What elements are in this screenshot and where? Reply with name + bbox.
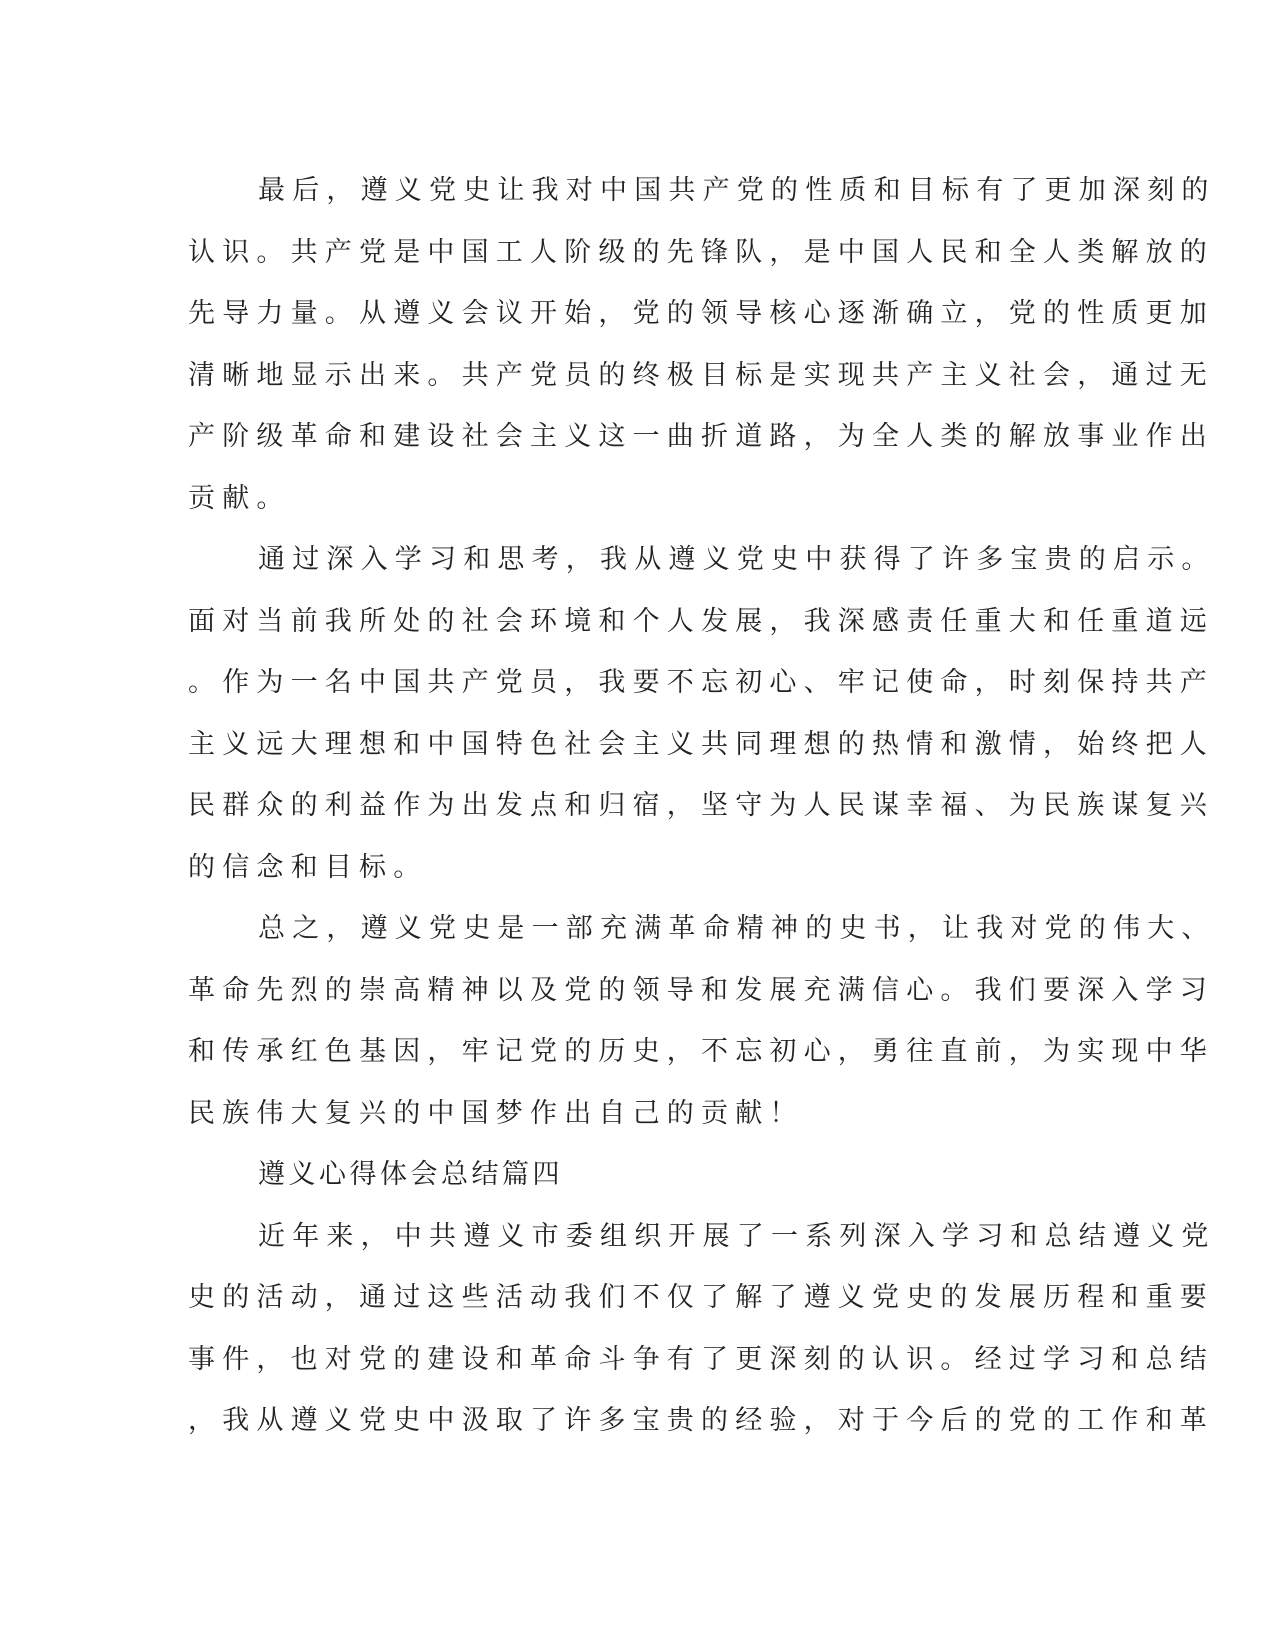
- paragraph: [188, 529, 1216, 898]
- text-line: ，我从遵义党史中汲取了许多宝贵的经验，对于今后的党的工作和革: [188, 1405, 1214, 1436]
- text-line: 革命先烈的崇高精神以及党的领导和发展充满信心。我们要深入学习: [188, 974, 1214, 1006]
- text-line: 史的活动，通过这些活动我们不仅了解了遵义党史的发展历程和重要: [188, 1282, 1214, 1313]
- text-line: 通过深入学习和思考，我从遵义党史中获得了许多宝贵的启示。: [258, 544, 1216, 575]
- document-body: [188, 160, 1216, 1452]
- paragraph: [188, 898, 1216, 1144]
- section-heading-text: 遵义心得体会总结篇四: [258, 1159, 563, 1190]
- text-line: 贡献。: [188, 482, 291, 514]
- text-line: 事件，也对党的建设和革命斗争有了更深刻的认识。经过学习和总结: [188, 1343, 1214, 1375]
- text-line: 认识。共产党是中国工人阶级的先锋队，是中国人民和全人类解放的: [188, 236, 1214, 268]
- text-line: 民群众的利益作为出发点和归宿，坚守为人民谋幸福、为民族谋复兴: [188, 790, 1214, 821]
- text-line: 产阶级革命和建设社会主义这一曲折道路，为全人类的解放事业作出: [188, 421, 1214, 452]
- text-line: 先导力量。从遵义会议开始，党的领导核心逐渐确立，党的性质更加: [188, 298, 1214, 329]
- text-line: 最后，遵义党史让我对中国共产党的性质和目标有了更加深刻的: [258, 175, 1216, 206]
- section-heading: [188, 1144, 1088, 1206]
- text-line: 总之，遵义党史是一部充满革命精神的史书，让我对党的伟大、: [258, 913, 1216, 944]
- text-line: 面对当前我所处的社会环境和个人发展，我深感责任重大和任重道远: [188, 605, 1214, 637]
- text-line: 。作为一名中国共产党员，我要不忘初心、牢记使命，时刻保持共产: [188, 667, 1214, 698]
- text-line: 和传承红色基因，牢记党的历史，不忘初心，勇往直前，为实现中华: [188, 1036, 1214, 1067]
- text-line: 的信念和目标。: [188, 851, 428, 883]
- text-line: 民族伟大复兴的中国梦作出自己的贡献！: [188, 1097, 804, 1129]
- paragraph: [188, 160, 1216, 529]
- text-line: 清晰地显示出来。共产党员的终极目标是实现共产主义社会，通过无: [188, 359, 1214, 391]
- text-line: 近年来，中共遵义市委组织开展了一系列深入学习和总结遵义党: [258, 1220, 1216, 1252]
- text-line: 主义远大理想和中国特色社会主义共同理想的热情和激情，始终把人: [188, 728, 1214, 760]
- paragraph: [188, 1206, 1216, 1452]
